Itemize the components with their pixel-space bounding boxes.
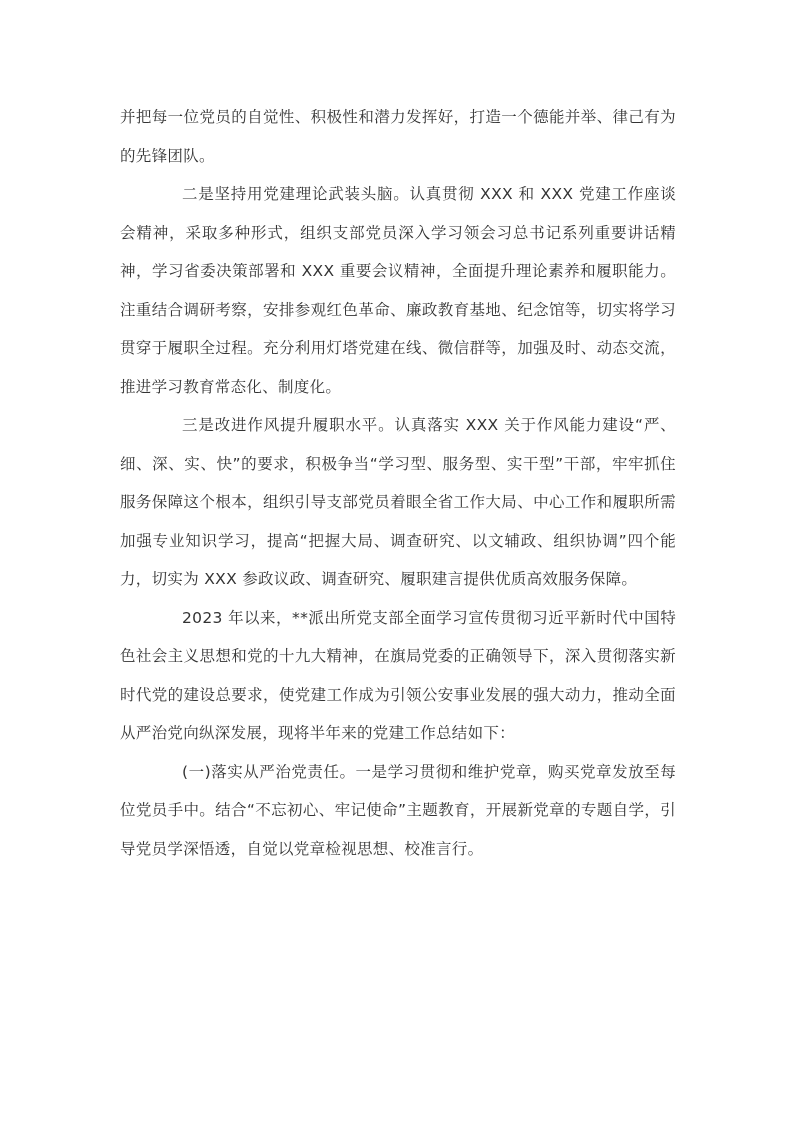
paragraph-summary-intro: 2023 年以来，**派出所党支部全面学习宣传贯彻习近平新时代中国特色社会主义思想和党的十九大精神，在旗局党委的正确领导下，深入贯彻落实新时代党的建设总要求，使党建工作成为引领公安事业发展的强大动力，推动全面从严治党向纵深发展，现将半年来的党建工作总结如下：: [120, 608, 676, 742]
paragraph-work-style: 三是改进作风提升履职水平。认真落实 XXX 关于作风能力建设“严、细、深、实、快”的要求，积极争当“学习型、服务型、实干型”干部，牢牢抓住服务保障这个根本，组织引导支部党员着眼全省工作大局、中心工作和履职所需加强专业知识学习，提高“把握大局、调查研究、以文辅政、组织协调”四个能力，切实为 XXX 参政议政、调查研究、履职建言提供优质高效服务保障。: [120, 416, 676, 588]
paragraph-strict-governance: (一)落实从严治党责任。一是学习贯彻和维护党章，购买党章发放至每位党员手中。结合“不忘初心、牢记使命”主题教育，开展新党章的专题自学，引导党员学深悟透，自觉以党章检视思想、校准言行。: [120, 762, 676, 858]
document-body: [120, 98, 676, 868]
paragraph-continuation: 并把每一位党员的自觉性、积极性和潜力发挥好，打造一个德能并举、律己有为的先锋团队。: [120, 108, 676, 165]
paragraph-theory-study: 二是坚持用党建理论武装头脑。认真贯彻 XXX 和 XXX 党建工作座谈会精神，采取多种形式，组织支部党员深入学习领会习总书记系列重要讲话精神，学习省委决策部署和 XXX 重要会议精神，全面提升理论素养和履职能力。注重结合调研考察，安排参观红色革命、廉政教育基地、纪念馆等，切实将学习贯穿于履职全过程。充分利用灯塔党建在线、微信群等，加强及时、动态交流，推进学习教育常态化、制度化。: [120, 185, 676, 396]
